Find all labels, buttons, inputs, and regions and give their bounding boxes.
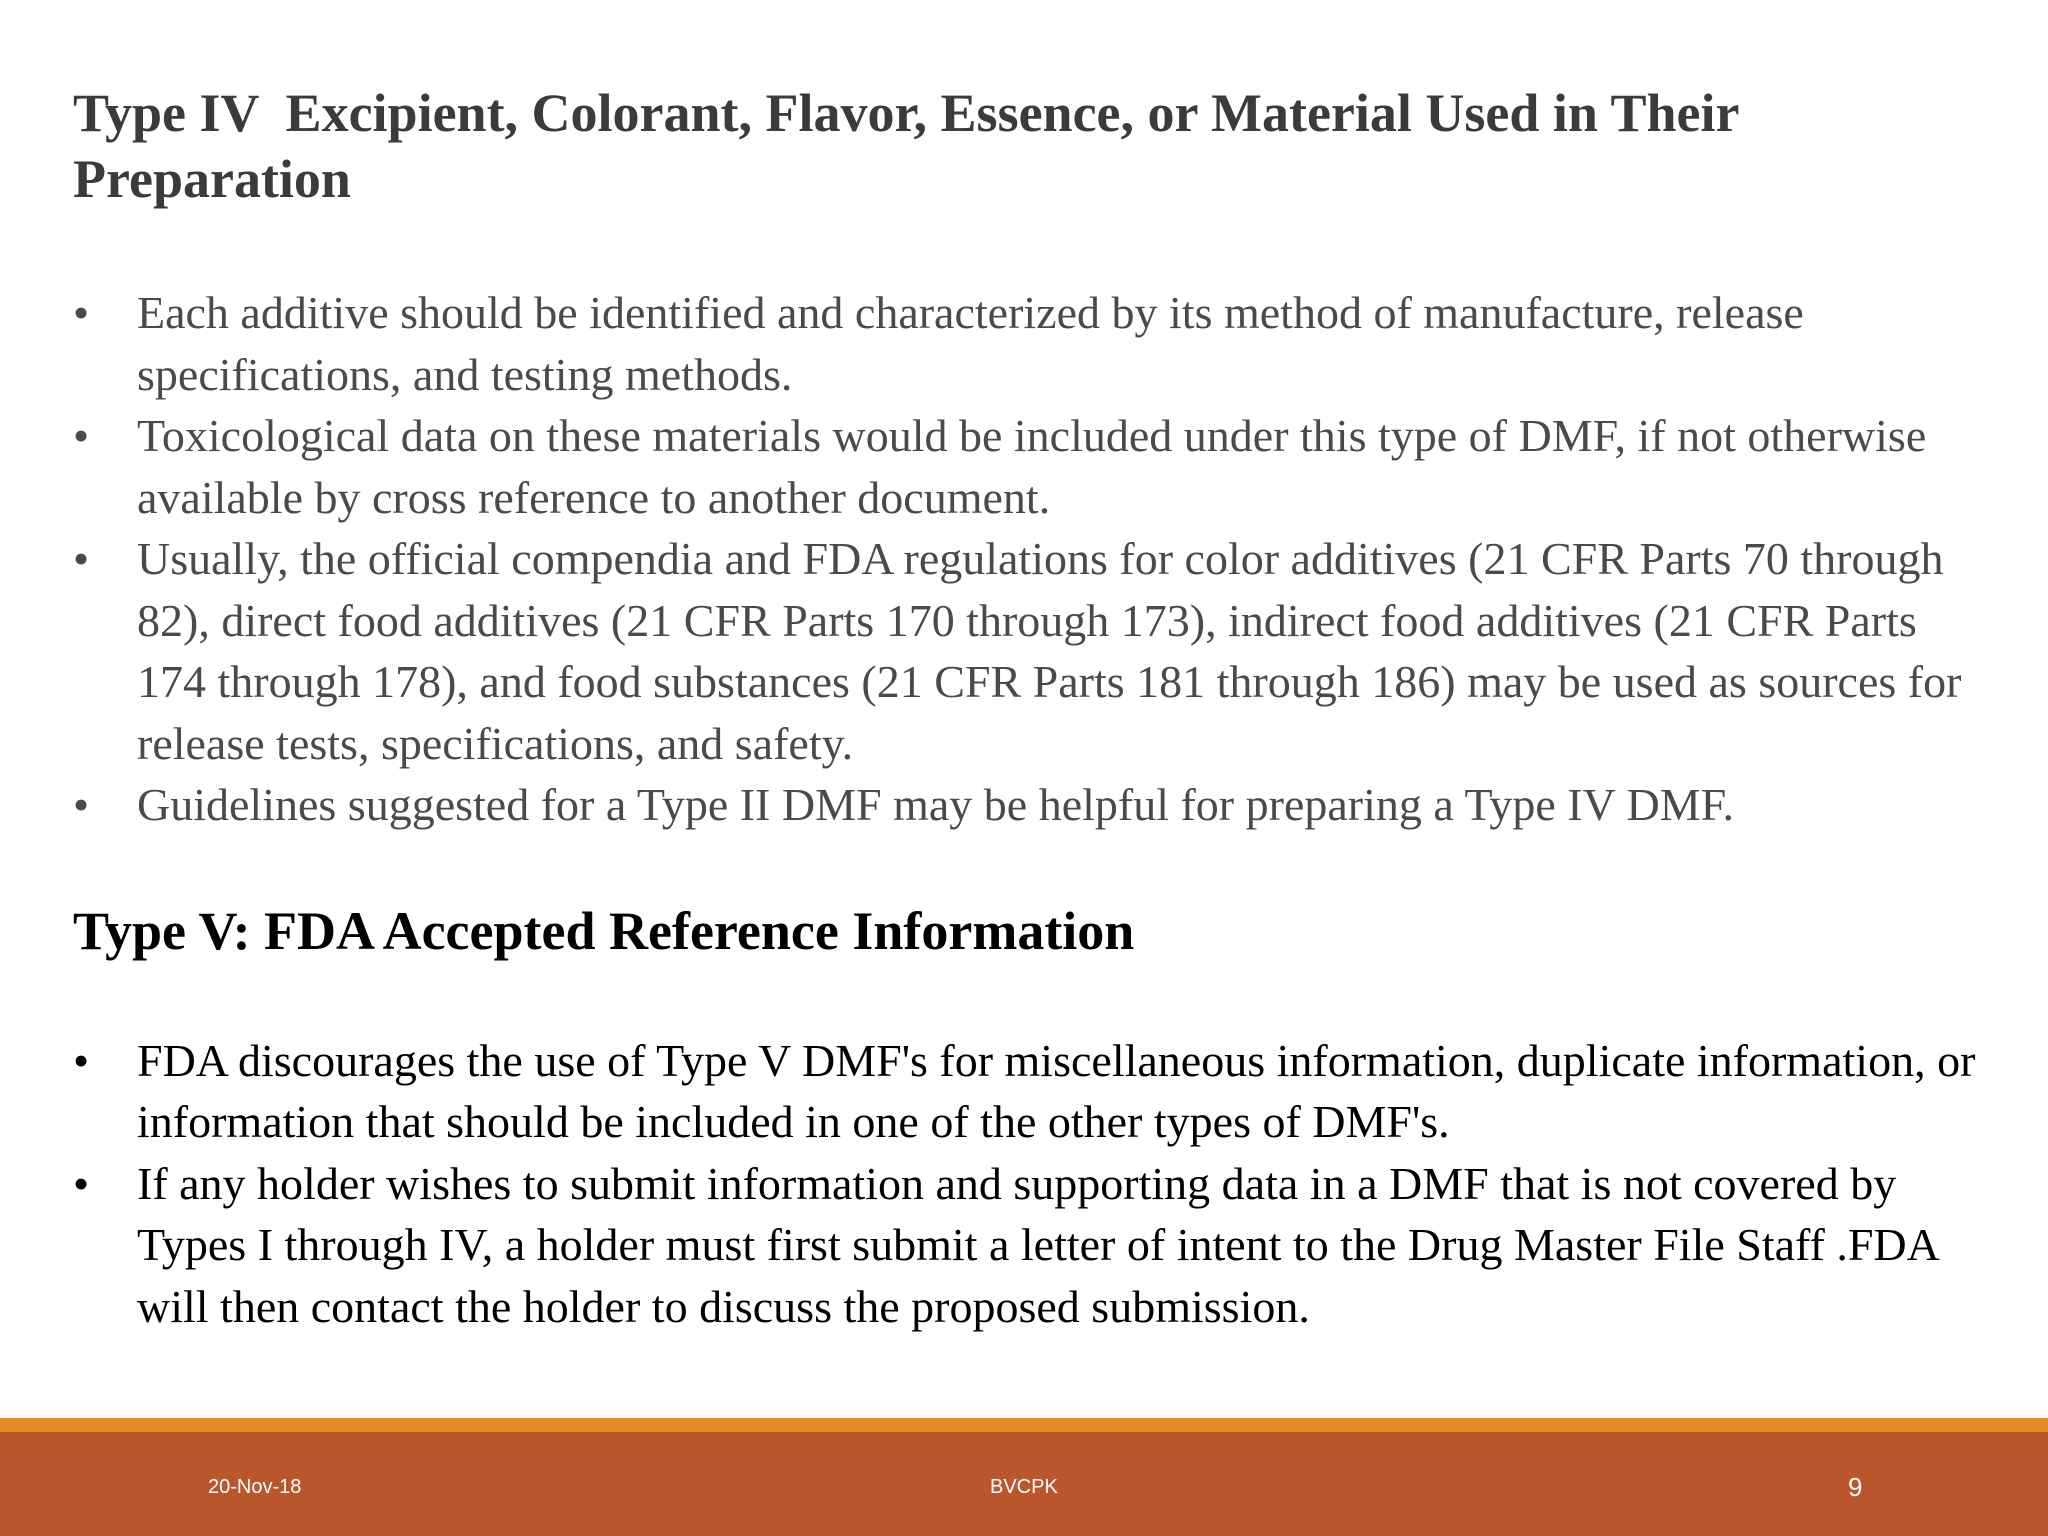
bullet-text: FDA discourages the use of Type V DMF's for miscellaneous information, duplicate information, or information that should be included in one of the other types of DMF's. [137, 1034, 1976, 1147]
section-heading-type-v: Type V: FDA Accepted Reference Information [73, 900, 1135, 961]
type-iv-bullet-list [73, 282, 1993, 836]
list-item [73, 1153, 1993, 1338]
bullet-text: Each additive should be identified and characterized by its method of manufacture, release specifications, and testing methods. [137, 287, 1804, 400]
list-item [73, 774, 1993, 836]
list-item [73, 405, 1993, 528]
list-item [73, 282, 1993, 405]
footer-date: 20-Nov-18 [208, 1476, 302, 1498]
bullet-text: If any holder wishes to submit information and supporting data in a DMF that is not covered by Types I through IV, a holder must first submit a letter of intent to the Drug Master File Staff .FDA will then contact the holder to discuss the proposed submission. [137, 1157, 1938, 1332]
list-item [73, 528, 1993, 774]
bullet-text: Toxicological data on these materials would be included under this type of DMF, if not otherwise available by cross reference to another document. [137, 410, 1927, 523]
footer-accent-line [0, 1418, 2048, 1432]
section-heading-type-iv: Type IV Excipient, Colorant, Flavor, Essence, or Material Used in Their Preparation [73, 83, 1752, 209]
bullet-icon: • [73, 779, 90, 830]
bullet-text: Usually, the official compendia and FDA regulations for color additives (21 CFR Parts 70 through 82), direct food additives (21 CFR Parts 170 through 173), indirect food additives (21 CFR Parts 174 through 178), and food substances (21 CFR Parts 181 through 186) may be used as sources for release tests, specifications, and safety. [137, 533, 1962, 769]
slide-footer [0, 1432, 2048, 1536]
slide-content [73, 80, 1993, 1337]
page-number: 9 [1848, 1472, 1863, 1502]
bullet-text: Guidelines suggested for a Type II DMF may be helpful for preparing a Type IV DMF. [137, 779, 1734, 830]
footer-organization: BVCPK [990, 1476, 1058, 1498]
bullet-icon: • [73, 1034, 90, 1086]
bullet-icon: • [73, 1157, 90, 1209]
bullet-icon: • [73, 533, 90, 584]
bullet-icon: • [73, 410, 90, 461]
list-item [73, 1030, 1993, 1153]
bullet-icon: • [73, 287, 90, 338]
type-v-bullet-list [73, 1030, 1993, 1338]
